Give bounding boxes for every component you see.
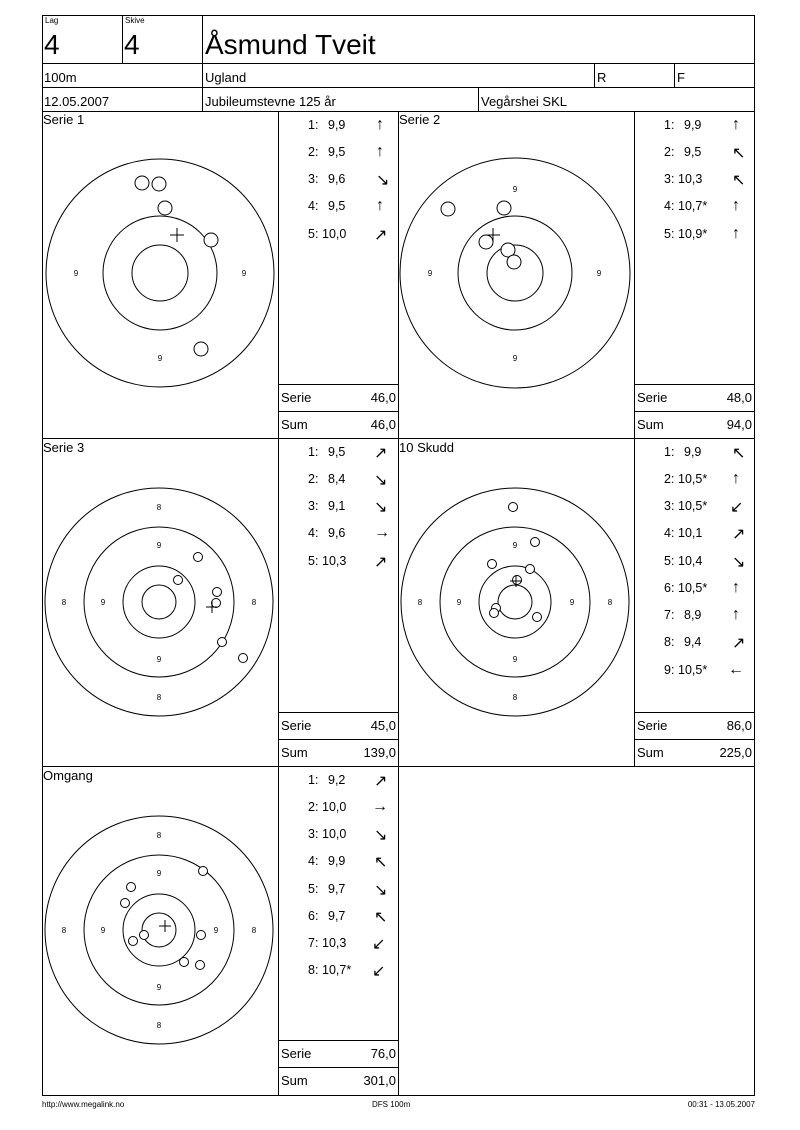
shot-score: 9,1: [328, 499, 346, 513]
divider: [634, 712, 755, 713]
shot-num: 5:: [308, 882, 319, 896]
ring-label: 9: [512, 655, 518, 664]
shot-score: 9,9: [328, 854, 346, 868]
ring-label: 8: [251, 926, 257, 935]
shot-direction-icon: ↖: [732, 445, 746, 462]
sum-label: Sum: [281, 745, 308, 760]
shot-hole: [507, 255, 521, 269]
shot-score: 9,5: [684, 145, 702, 159]
ring-label: 8: [251, 598, 257, 607]
sum-label: Sum: [637, 745, 664, 760]
shot-score: 10,5*: [678, 663, 708, 677]
shot-num: 2:: [308, 472, 319, 486]
shot-score: 10,4: [678, 554, 703, 568]
shot-direction-icon: ↘: [376, 172, 390, 189]
footer-timestamp: 00:31 - 13.05.2007: [687, 1100, 755, 1109]
r-label: R: [597, 70, 607, 85]
shot-score: 10,5*: [678, 499, 708, 513]
skive-label: Skive: [125, 16, 145, 25]
ring-label: 8: [156, 831, 162, 840]
skive-value: 4: [124, 29, 140, 60]
ring-label: 8: [61, 598, 67, 607]
target-serie-1: [43, 130, 278, 435]
footer-program: DFS 100m: [372, 1100, 411, 1109]
shot-hole: [196, 961, 205, 970]
ring-label: 9: [427, 269, 433, 278]
shot-num: 6:: [664, 581, 675, 595]
shot-hole: [479, 235, 493, 249]
shot-direction-icon: ↘: [732, 554, 746, 571]
shot-num: 5:: [664, 227, 675, 241]
shot-num: 5:: [308, 227, 319, 241]
ring-label: 9: [512, 541, 518, 550]
shot-hole: [158, 201, 172, 215]
divider: [634, 384, 755, 385]
shot-num: 1:: [664, 445, 675, 459]
ring-label: 9: [100, 598, 106, 607]
shot-hole: [526, 565, 535, 574]
shot-score: 9,6: [328, 526, 346, 540]
shot-direction-icon: ↖: [374, 854, 388, 871]
divider: [42, 87, 755, 88]
club: Ugland: [205, 70, 247, 85]
serie-total: 46,0: [370, 390, 396, 405]
shot-direction-icon: ↖: [374, 909, 388, 926]
panel-title: Omgang: [43, 768, 93, 783]
ring-label: 8: [156, 503, 162, 512]
target-omgang: [43, 786, 278, 1091]
ring-label: 8: [156, 693, 162, 702]
shot-num: 7:: [308, 936, 319, 950]
ring-label: 9: [156, 869, 162, 878]
target-serie-3: [43, 458, 278, 763]
shot-hole: [174, 576, 183, 585]
panel-title: Serie 3: [43, 440, 85, 455]
shot-num: 5:: [664, 554, 675, 568]
shot-num: 7:: [664, 608, 675, 622]
shot-num: 2:: [664, 145, 675, 159]
shot-hole: [213, 588, 222, 597]
shot-hole: [127, 883, 136, 892]
shot-direction-icon: ↗: [374, 554, 388, 571]
shot-num: 6:: [308, 909, 319, 923]
shot-score: 10,5*: [678, 472, 708, 486]
shot-direction-icon: ↙: [372, 936, 386, 953]
shot-score: 9,5: [328, 199, 346, 213]
serie-total: 48,0: [726, 390, 752, 405]
shot-num: 2:: [664, 472, 675, 486]
ring-label: 9: [213, 926, 219, 935]
divider: [594, 63, 595, 87]
shot-direction-icon: ↑: [732, 470, 740, 487]
divider: [278, 384, 399, 385]
shot-hole: [488, 560, 497, 569]
shot-score: 10,3: [322, 936, 347, 950]
shot-num: 1:: [308, 445, 319, 459]
shot-num: 8:: [308, 963, 319, 977]
divider: [278, 1040, 399, 1041]
shot-hole: [194, 342, 208, 356]
ring-label: 9: [596, 269, 602, 278]
ring-label: 9: [100, 926, 106, 935]
shot-score: 9,7: [328, 882, 346, 896]
shot-direction-icon: ↑: [732, 116, 740, 133]
shot-direction-icon: ←: [728, 661, 744, 678]
shot-hole: [531, 538, 540, 547]
ring-label: 9: [157, 354, 163, 363]
shot-direction-icon: ↑: [732, 579, 740, 596]
target-serie-2: [399, 130, 634, 435]
shot-score: 10,9*: [678, 227, 708, 241]
shot-num: 1:: [308, 773, 319, 787]
ring-label: 9: [512, 185, 518, 194]
shot-hole: [513, 576, 522, 585]
shot-hole: [135, 176, 149, 190]
shot-score: 10,0: [322, 227, 347, 241]
shot-hole: [180, 958, 189, 967]
shot-hole: [152, 177, 166, 191]
shot-hole: [140, 931, 149, 940]
shot-score: 9,9: [684, 118, 702, 132]
serie-total: 45,0: [370, 718, 396, 733]
shot-hole: [497, 201, 511, 215]
shooter-name: Åsmund Tveit: [205, 29, 376, 60]
shot-score: 8,4: [328, 472, 346, 486]
ring-label: 9: [456, 598, 462, 607]
f-label: F: [677, 70, 685, 85]
shot-num: 3:: [308, 827, 319, 841]
shot-hole: [197, 931, 206, 940]
lag-label: Lag: [45, 16, 59, 25]
sum-label: Sum: [637, 417, 664, 432]
divider: [398, 766, 399, 1096]
shot-direction-icon: ↘: [374, 472, 388, 489]
shot-num: 3:: [664, 172, 675, 186]
divider: [278, 411, 399, 412]
divider: [278, 111, 279, 1096]
shot-direction-icon: ↑: [732, 225, 740, 242]
sum-total: 94,0: [726, 417, 752, 432]
center-mark: [170, 228, 184, 242]
shot-direction-icon: ↘: [374, 827, 388, 844]
shot-num: 2:: [308, 145, 319, 159]
shot-num: 5:: [308, 554, 319, 568]
shot-hole: [204, 233, 218, 247]
serie-label: Serie: [637, 390, 668, 405]
shot-num: 4:: [308, 854, 319, 868]
panel-title: Serie 1: [43, 112, 85, 127]
shot-score: 10,1: [678, 526, 703, 540]
shot-hole: [239, 654, 248, 663]
shot-score: 10,3: [322, 554, 347, 568]
serie-total: 86,0: [726, 718, 752, 733]
shot-num: 3:: [308, 172, 319, 186]
shot-num: 4:: [664, 526, 675, 540]
ring-label: 8: [512, 693, 518, 702]
serie-label: Serie: [281, 390, 312, 405]
shot-hole: [121, 899, 130, 908]
shot-num: 4:: [664, 199, 675, 213]
divider: [478, 87, 479, 112]
ring-label: 9: [156, 983, 162, 992]
shot-num: 4:: [308, 199, 319, 213]
shot-hole: [212, 599, 221, 608]
ring-label: 8: [417, 598, 423, 607]
serie-label: Serie: [637, 718, 668, 733]
ring-label: 8: [607, 598, 613, 607]
shot-num: 9:: [664, 663, 675, 677]
sum-total: 46,0: [370, 417, 396, 432]
shot-score: 10,3: [678, 172, 703, 186]
ring-label: 8: [61, 926, 67, 935]
sum-label: Sum: [281, 1073, 308, 1088]
shot-direction-icon: ↘: [374, 499, 388, 516]
shot-score: 9,2: [328, 773, 346, 787]
shot-direction-icon: →: [374, 524, 390, 541]
shot-score: 10,5*: [678, 581, 708, 595]
shot-num: 3:: [664, 499, 675, 513]
lag-value: 4: [44, 29, 60, 60]
shot-direction-icon: ↗: [374, 445, 388, 462]
footer-url[interactable]: http://www.megalink.no: [42, 1100, 125, 1109]
serie-label: Serie: [281, 718, 312, 733]
shot-score: 9,6: [328, 172, 346, 186]
ring-label: 9: [512, 354, 518, 363]
sum-total: 301,0: [363, 1073, 396, 1088]
sum-total: 225,0: [719, 745, 752, 760]
shot-hole: [199, 867, 208, 876]
ring-label: 9: [156, 655, 162, 664]
shot-hole: [218, 638, 227, 647]
shot-hole: [129, 937, 138, 946]
shot-num: 1:: [308, 118, 319, 132]
shot-direction-icon: ↖: [732, 145, 746, 162]
event-name: Jubileumstevne 125 år: [205, 94, 336, 109]
ring-label: 9: [241, 269, 247, 278]
ring-label: 9: [73, 269, 79, 278]
shot-direction-icon: ↙: [372, 963, 386, 980]
shot-direction-icon: ↗: [732, 635, 746, 652]
divider: [278, 1067, 399, 1068]
divider: [122, 15, 123, 63]
shot-direction-icon: ↗: [374, 227, 388, 244]
date: 12.05.2007: [44, 94, 110, 109]
host-club: Vegårshei SKL: [481, 94, 568, 109]
divider: [674, 63, 675, 87]
shot-direction-icon: ↑: [376, 143, 384, 160]
shot-score: 9,9: [328, 118, 346, 132]
shot-score: 9,9: [684, 445, 702, 459]
shot-num: 3:: [308, 499, 319, 513]
shot-num: 8:: [664, 635, 675, 649]
shot-direction-icon: ↖: [732, 172, 746, 189]
shot-score: 9,5: [328, 445, 346, 459]
shot-direction-icon: ↙: [730, 499, 744, 516]
shot-score: 10,0: [322, 827, 347, 841]
serie-total: 76,0: [370, 1046, 396, 1061]
shot-hole: [533, 613, 542, 622]
target-10-skudd: [399, 458, 634, 763]
shot-direction-icon: ↑: [732, 197, 740, 214]
shot-num: 1:: [664, 118, 675, 132]
ring-label: 9: [569, 598, 575, 607]
shot-direction-icon: ↗: [374, 773, 388, 790]
shot-score: 10,7*: [322, 963, 352, 977]
shot-score: 9,7: [328, 909, 346, 923]
shot-direction-icon: ↑: [376, 116, 384, 133]
panel-title: 10 Skudd: [399, 440, 454, 455]
shot-direction-icon: ↑: [376, 197, 384, 214]
divider: [634, 739, 755, 740]
shot-score: 9,4: [684, 635, 702, 649]
ring-label: 9: [156, 541, 162, 550]
divider: [42, 63, 755, 64]
sum-label: Sum: [281, 417, 308, 432]
shot-score: 10,0: [322, 800, 347, 814]
shot-score: 9,5: [328, 145, 346, 159]
distance: 100m: [44, 70, 77, 85]
shot-direction-icon: ↗: [732, 526, 746, 543]
sum-total: 139,0: [363, 745, 396, 760]
shot-num: 2:: [308, 800, 319, 814]
shot-score: 8,9: [684, 608, 702, 622]
shot-hole: [509, 503, 518, 512]
divider: [634, 111, 635, 767]
shot-score: 10,7*: [678, 199, 708, 213]
shot-hole: [441, 202, 455, 216]
shot-direction-icon: ↑: [732, 606, 740, 623]
shot-direction-icon: →: [372, 798, 388, 815]
divider: [634, 411, 755, 412]
serie-label: Serie: [281, 1046, 312, 1061]
shot-direction-icon: ↘: [374, 882, 388, 899]
divider: [278, 739, 399, 740]
panel-title: Serie 2: [399, 112, 441, 127]
shot-hole: [490, 609, 499, 618]
ring-label: 8: [156, 1021, 162, 1030]
divider: [278, 712, 399, 713]
center-mark: [159, 920, 171, 932]
shot-hole: [194, 553, 203, 562]
shot-num: 4:: [308, 526, 319, 540]
